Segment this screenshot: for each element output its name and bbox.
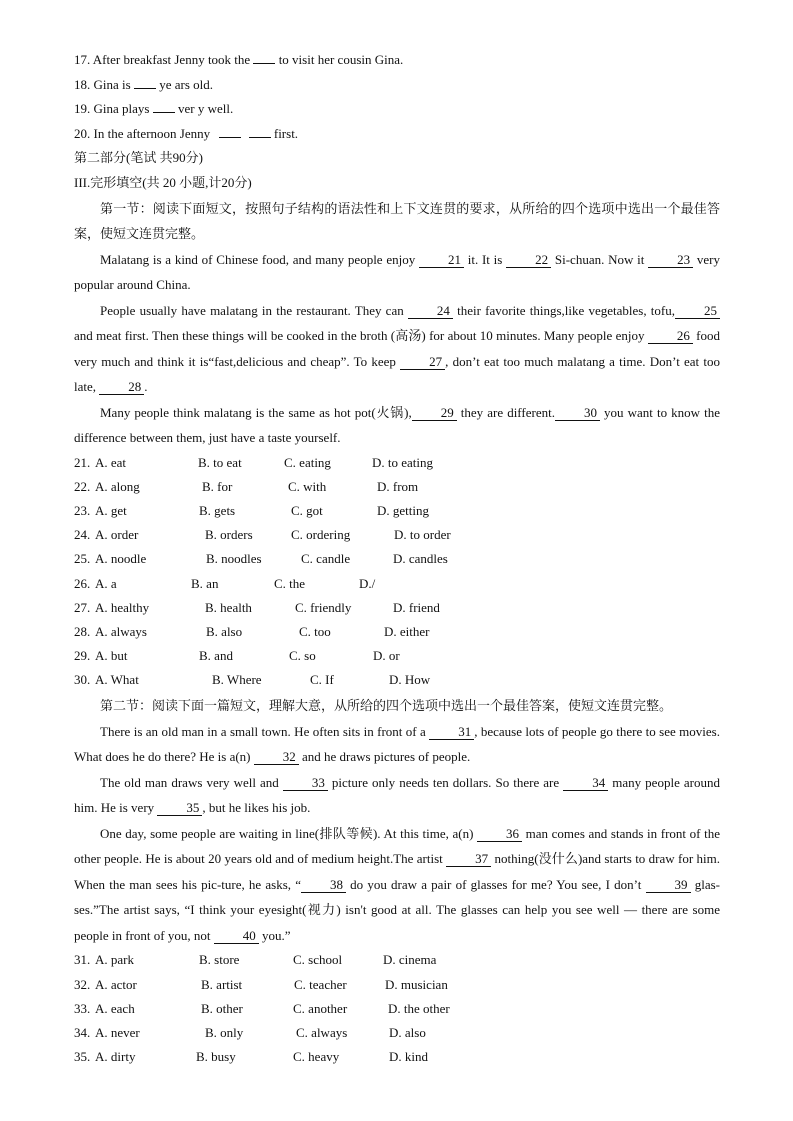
listening-questions	[74, 48, 720, 146]
answer-option[interactable]: C. got	[291, 502, 323, 518]
answer-option[interactable]: B. health	[205, 599, 252, 615]
question-number: 26.	[74, 575, 91, 591]
answer-option[interactable]: A. dirty	[95, 1049, 136, 1065]
answer-option[interactable]: C. with	[288, 478, 327, 494]
answer-option[interactable]: D. or	[373, 648, 400, 664]
answer-option[interactable]: B. busy	[196, 1049, 236, 1065]
part-two-heading: 第二部分(笔试 共90分)	[74, 150, 203, 166]
answer-option[interactable]: D. friend	[393, 599, 440, 615]
section2-paragraph-3: One day, some people are waiting in line(排队等候). At this time, a(n) 36 man comes and stands in front of the other people. He is about 20 years old and of medium height.The artist 37 nothing(没什么)and starts to draw for him. When the man sees his pic-ture, he asks, “ 38 do you draw a pair of glasses for me? You see, I don’t 39 glas-ses.”The artist says, “I think your eyesight(视力) isn't good at all. The glasses can help you see well — there are some people in front of you, not 40 you.”	[74, 825, 720, 943]
answer-option[interactable]: D. from	[377, 478, 419, 494]
blank-36: 36	[477, 826, 522, 842]
blank-40: 40	[214, 928, 259, 944]
question-number: 27.	[74, 599, 91, 615]
blank-34: 34	[563, 775, 608, 791]
blank-38: 38	[301, 877, 346, 893]
question-27	[74, 596, 720, 620]
answer-option[interactable]: C. the	[274, 575, 306, 591]
question-number: 31.	[74, 952, 91, 968]
blank-22: 22	[506, 252, 551, 268]
blank-30: 30	[555, 405, 600, 421]
question-31	[74, 948, 720, 972]
blank-32: 32	[254, 749, 299, 765]
answer-option[interactable]: A. healthy	[95, 599, 150, 615]
answer-option[interactable]: B. also	[206, 623, 243, 639]
answer-option[interactable]: C. teacher	[294, 976, 347, 992]
blank-31: 31	[429, 724, 474, 740]
answer-option[interactable]: D. to order	[394, 527, 451, 543]
answer-option[interactable]: C. heavy	[293, 1049, 340, 1065]
answer-option[interactable]: D. cinema	[383, 952, 437, 968]
section2-paragraph-1: There is an old man in a small town. He often sits in front of a 31 , because lots of people go there to see movies. What does he do there? He is a(n) 32 and he draws pictures of people.	[74, 723, 720, 765]
answer-option[interactable]: D. either	[384, 623, 430, 639]
question-33	[74, 997, 720, 1021]
answer-option[interactable]: C. another	[293, 1000, 348, 1016]
answer-option[interactable]: C. If	[310, 672, 334, 688]
section1-paragraph-3: Many people think malatang is the same as hot pot(火锅), 29 they are different. 30 you want to know the difference between them, just have a taste yourself.	[74, 404, 720, 446]
answer-option[interactable]: B. gets	[199, 502, 236, 518]
section2-instruction: 第二节：阅读下面一篇短文，理解大意，从所给的四个选项中选出一个最佳答案，使短文连贯完整。	[100, 698, 673, 714]
question-number: 30.	[74, 672, 91, 688]
question-34	[74, 1021, 720, 1045]
answer-option[interactable]: A. actor	[95, 976, 137, 992]
answer-option[interactable]: B. Where	[212, 672, 262, 688]
blank-37: 37	[446, 851, 491, 867]
answer-option[interactable]: B. and	[199, 648, 233, 664]
question-number: 24.	[74, 527, 91, 543]
section2-options	[74, 948, 720, 1069]
answer-option[interactable]: A. order	[95, 527, 139, 543]
question-number: 34.	[74, 1025, 91, 1040]
question-20: 20. In the afternoon Jenny first.	[74, 125, 299, 141]
question-19: 19. Gina plays ver y well.	[74, 101, 234, 117]
section2-paragraph-2: The old man draws very well and 33 picture only needs ten dollars. So there are 34 many people around him. He is very 35 , but he likes his job.	[74, 774, 720, 816]
question-number: 21.	[74, 454, 91, 470]
question-number: 28.	[74, 623, 91, 639]
answer-option[interactable]: B. to eat	[198, 454, 242, 470]
answer-option[interactable]: A. but	[95, 648, 128, 664]
answer-option[interactable]: D. musician	[385, 976, 448, 992]
blank-35: 35	[157, 800, 202, 816]
answer-option[interactable]: C. candle	[301, 551, 351, 567]
answer-option[interactable]: B. only	[205, 1025, 244, 1040]
answer-option[interactable]: A. noodle	[95, 551, 147, 567]
question-17: 17. After breakfast Jenny took the to visit her cousin Gina.	[74, 52, 404, 67]
blank-29: 29	[412, 405, 457, 421]
question-number: 29.	[74, 648, 91, 664]
question-35	[74, 1045, 720, 1069]
answer-option[interactable]: B. noodles	[206, 551, 262, 567]
section1-options	[74, 451, 720, 693]
question-32	[74, 973, 720, 997]
question-number: 33.	[74, 1000, 91, 1016]
section1-instruction: 第一节：阅读下面短文，按照句子结构的语法性和上下文连贯的要求，从所给的四个选项中选出一个最佳答案，使短文连贯完整。	[74, 200, 720, 242]
question-number: 23.	[74, 502, 91, 518]
question-21	[74, 451, 720, 475]
answer-option[interactable]: D. the other	[388, 1000, 450, 1016]
answer-option[interactable]: A. eat	[95, 454, 127, 470]
question-23	[74, 499, 720, 523]
blank-28: 28	[99, 379, 144, 395]
section1-paragraph-2: People usually have malatang in the restaurant. They can 24 their favorite things,like vegetables, tofu, 25 and meat first. Then these things will be cooked in the broth (高汤) for about 10 minutes. Many people enjoy 26 food very much and think it is“fast,delicious and cheap”. To keep 27 , don’t eat too much malatang a time. Don’t eat too late, 28 .	[74, 302, 720, 395]
answer-blank	[219, 124, 241, 138]
section-three-heading: III.完形填空(共 20 小题,计20分)	[74, 174, 252, 190]
answer-option[interactable]: A. always	[95, 623, 147, 639]
answer-option[interactable]: A. a	[95, 575, 117, 591]
answer-option[interactable]: B. orders	[205, 527, 253, 543]
answer-option[interactable]: B. for	[202, 478, 233, 494]
exam-page	[74, 48, 720, 1069]
answer-blank	[153, 99, 175, 113]
question-28	[74, 620, 720, 644]
blank-26: 26	[648, 328, 693, 344]
answer-option[interactable]: A. What	[95, 672, 139, 688]
answer-option[interactable]: A. get	[95, 502, 127, 518]
answer-option[interactable]: C. school	[293, 952, 343, 968]
answer-option[interactable]: C. too	[299, 623, 331, 639]
question-22	[74, 475, 720, 499]
answer-blank	[134, 75, 156, 89]
answer-option[interactable]: D. to eating	[372, 454, 434, 470]
answer-option[interactable]: D. also	[389, 1025, 426, 1040]
answer-option[interactable]: B. an	[191, 575, 219, 591]
blank-21: 21	[419, 252, 464, 268]
answer-option[interactable]: A. each	[95, 1000, 135, 1016]
question-number: 32.	[74, 976, 91, 992]
blank-23: 23	[648, 252, 693, 268]
blank-24: 24	[408, 303, 453, 319]
blank-25: 25	[675, 303, 720, 319]
question-number: 35.	[74, 1049, 91, 1065]
question-18: 18. Gina is ye ars old.	[74, 76, 213, 92]
answer-option[interactable]: A. park	[95, 952, 134, 968]
answer-option[interactable]: A. never	[95, 1025, 140, 1040]
answer-blank	[253, 50, 275, 64]
blank-39: 39	[646, 877, 691, 893]
answer-option[interactable]: C. so	[289, 648, 316, 664]
question-24	[74, 523, 720, 547]
answer-option[interactable]: B. store	[199, 952, 240, 968]
answer-option[interactable]: D./	[359, 575, 376, 591]
answer-option[interactable]: B. other	[201, 1000, 243, 1016]
answer-option[interactable]: D. How	[389, 672, 431, 688]
blank-27: 27	[400, 354, 445, 370]
answer-option[interactable]: C. friendly	[295, 599, 352, 615]
question-number: 25.	[74, 551, 91, 567]
answer-option[interactable]: C. eating	[284, 454, 331, 470]
answer-option[interactable]: C. always	[296, 1025, 348, 1040]
answer-option[interactable]: D. kind	[389, 1049, 428, 1065]
question-29	[74, 644, 720, 668]
blank-33: 33	[283, 775, 328, 791]
section1-paragraph-1: Malatang is a kind of Chinese food, and many people enjoy 21 it. It is 22 Si-chuan. Now it 23 very popular around China.	[74, 251, 721, 293]
answer-blank	[249, 124, 271, 138]
question-25	[74, 547, 720, 571]
answer-option[interactable]: B. artist	[201, 976, 243, 992]
question-30	[74, 668, 720, 692]
question-26	[74, 572, 720, 596]
answer-option[interactable]: A. along	[95, 478, 140, 494]
answer-option[interactable]: D. candles	[393, 551, 448, 567]
answer-option[interactable]: D. getting	[377, 502, 429, 518]
answer-option[interactable]: C. ordering	[291, 527, 351, 543]
question-number: 22.	[74, 478, 91, 494]
